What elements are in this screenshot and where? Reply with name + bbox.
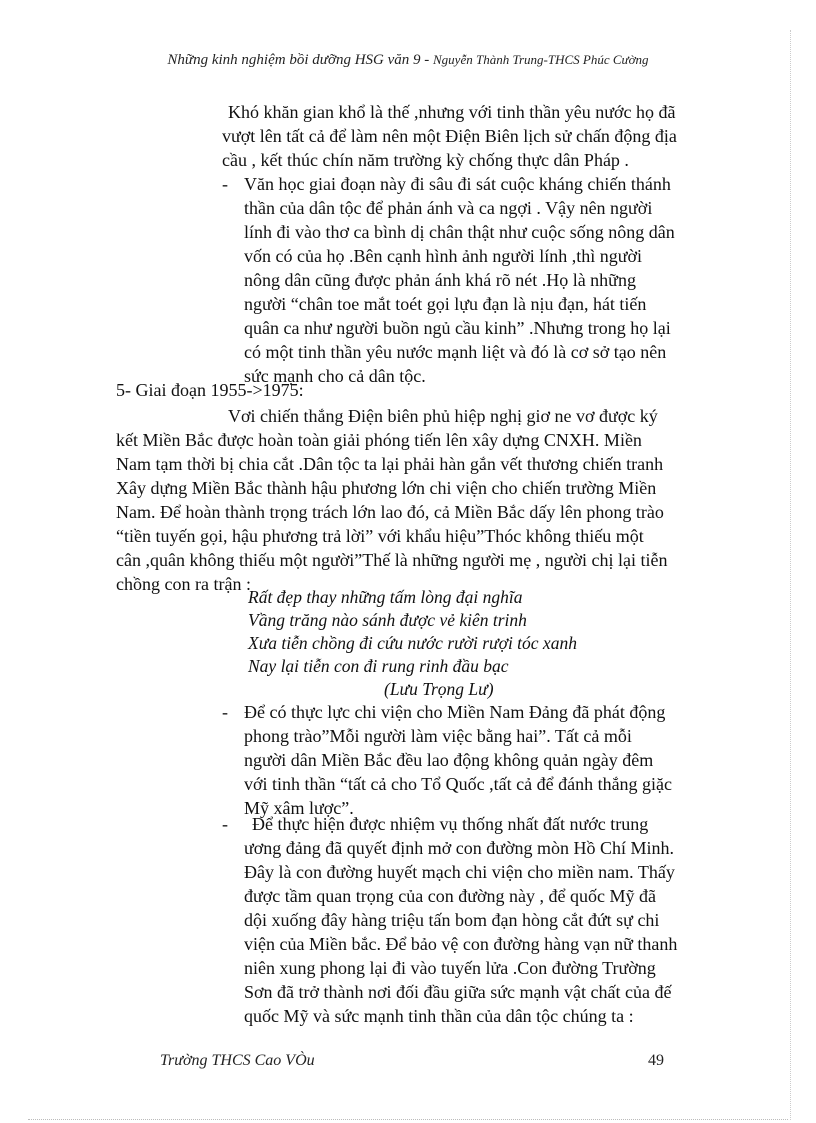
bullet-dash: -: [222, 174, 228, 194]
section5-line: Nam. Để hoàn thành trọng trách lớn lao đó, cả Miền Bắc dấy lên phong trào: [116, 502, 664, 522]
bullet3-line: ương đảng đã quyết định mở con đường mòn Hồ Chí Minh.: [244, 838, 675, 858]
header-title: Những kinh nghiệm bồi dưỡng HSG văn 9 -: [167, 52, 430, 68]
section5-line: “tiền tuyến gọi, hậu phương trả lời” với khẩu hiệu”Thóc không thiếu một: [116, 526, 644, 546]
bottom-divider: [28, 1119, 788, 1120]
bullet3-line: Sơn đã trở thành nơi đối đầu giữa sức mạnh vật chất của đế: [244, 982, 672, 1002]
section5-line: Vơi chiến thắng Điện biên phủ hiệp nghị giơ ne vơ được ký: [228, 406, 658, 426]
bullet3-line: quốc Mỹ và sức mạnh tinh thần của dân tộc chúng ta :: [244, 1006, 634, 1026]
para1-line: cầu , kết thúc chín năm trường kỳ chống thực dân Pháp .: [222, 150, 629, 170]
bullet3-line: Đây là con đường huyết mạch chi viện cho miền nam. Thấy: [244, 862, 675, 882]
poem-line: Xưa tiễn chồng đi cứu nước rười rượi tóc xanh: [248, 633, 577, 653]
bullet2-line: người dân Miền Bắc đều lao động không quản ngày đêm: [244, 750, 654, 770]
section5-line: cân ,quân không thiếu một người”Thế là những người mẹ , người chị lại tiễn: [116, 550, 668, 570]
footer-school: Trường THCS Cao VÒu: [160, 1052, 315, 1069]
bullet1-line: thần của dân tộc để phản ánh và ca ngợi . Vậy nên người: [244, 198, 653, 218]
poem-attribution: (Lưu Trọng Lư): [384, 679, 494, 699]
poem-line: Rất đẹp thay những tấm lòng đại nghĩa: [248, 587, 523, 607]
bullet2-line: phong trào”Mỗi người làm việc bằng hai”. Tất cả mỗi: [244, 726, 632, 746]
section5-line: kết Miền Bắc được hoàn toàn giải phóng tiến lên xây dựng CNXH. Miền: [116, 430, 642, 450]
poem-line: Vầng trăng nào sánh được vẻ kiên trinh: [248, 610, 527, 630]
bullet3-line: viện của Miền bắc. Để bảo vệ con đường hàng vạn nữ thanh: [244, 934, 678, 954]
poem-line: Nay lại tiễn con đi rung rinh đầu bạc: [248, 656, 509, 676]
bullet3-line: Để thực hiện được nhiệm vụ thống nhất đất nước trung: [252, 814, 649, 834]
page-header: [0, 52, 816, 69]
bullet3-line: dội xuống đây hàng triệu tấn bom đạn hòng cắt đứt sự chi: [244, 910, 660, 930]
bullet2-line: với tinh thần “tất cả cho Tổ Quốc ,tất cả để đánh thắng giặc: [244, 774, 673, 794]
section5-line: Xây dựng Miền Bắc thành hậu phương lớn chi viện cho chiến trường Miền: [116, 478, 657, 498]
bullet1-line: sức mạnh cho cả dân tộc.: [244, 366, 426, 386]
bullet1-line: người “chân toe mắt toét gọi lựu đạn là nịu đạn, hát tiến: [244, 294, 647, 314]
bullet1-line: lính đi vào thơ ca bình dị chân thật như cuộc sống nông dân: [244, 222, 675, 242]
bullet1-line: Văn học giai đoạn này đi sâu đi sát cuộc kháng chiến thánh: [244, 174, 671, 194]
bullet1-line: quân ca như người buồn ngủ cầu kinh” .Nhưng trong họ lại: [244, 318, 671, 338]
bullet3-line: niên xung phong lại đi vào tuyến lửa .Con đường Trường: [244, 958, 656, 978]
bullet2-line: Để có thực lực chi viện cho Miền Nam Đảng đã phát động: [244, 702, 666, 722]
section5-line: chồng con ra trận :: [116, 574, 251, 594]
bullet2-line: Mỹ xâm lược”.: [244, 798, 354, 818]
bullet-dash: -: [222, 702, 228, 722]
header-author: Nguyễn Thành Trung-THCS Phúc Cường: [433, 52, 649, 67]
section-heading: 5- Giai đoạn 1955->1975:: [116, 380, 304, 400]
para1-line: vượt lên tất cả để làm nên một Điện Biên lịch sử chấn động địa: [222, 126, 677, 146]
right-divider: [790, 30, 791, 1120]
bullet3-line: được tầm quan trọng của con đường này , để quốc Mỹ đã: [244, 886, 656, 906]
bullet1-line: nông dân cũng được phản ánh khá rõ nét .Họ là những: [244, 270, 636, 290]
para1-line: Khó khăn gian khổ là thế ,nhưng với tinh thần yêu nước họ đã: [228, 102, 676, 122]
bullet-dash: -: [222, 814, 228, 834]
bullet1-line: có một tinh thần yêu nước mạnh liệt và đó là cơ sở tạo nên: [244, 342, 667, 362]
page-number: 49: [648, 1052, 664, 1069]
section5-line: Nam tạm thời bị chia cắt .Dân tộc ta lại phải hàn gắn vết thương chiến tranh: [116, 454, 664, 474]
bullet1-line: vốn có của họ .Bên cạnh hình ảnh người lính ,thì người: [244, 246, 642, 266]
